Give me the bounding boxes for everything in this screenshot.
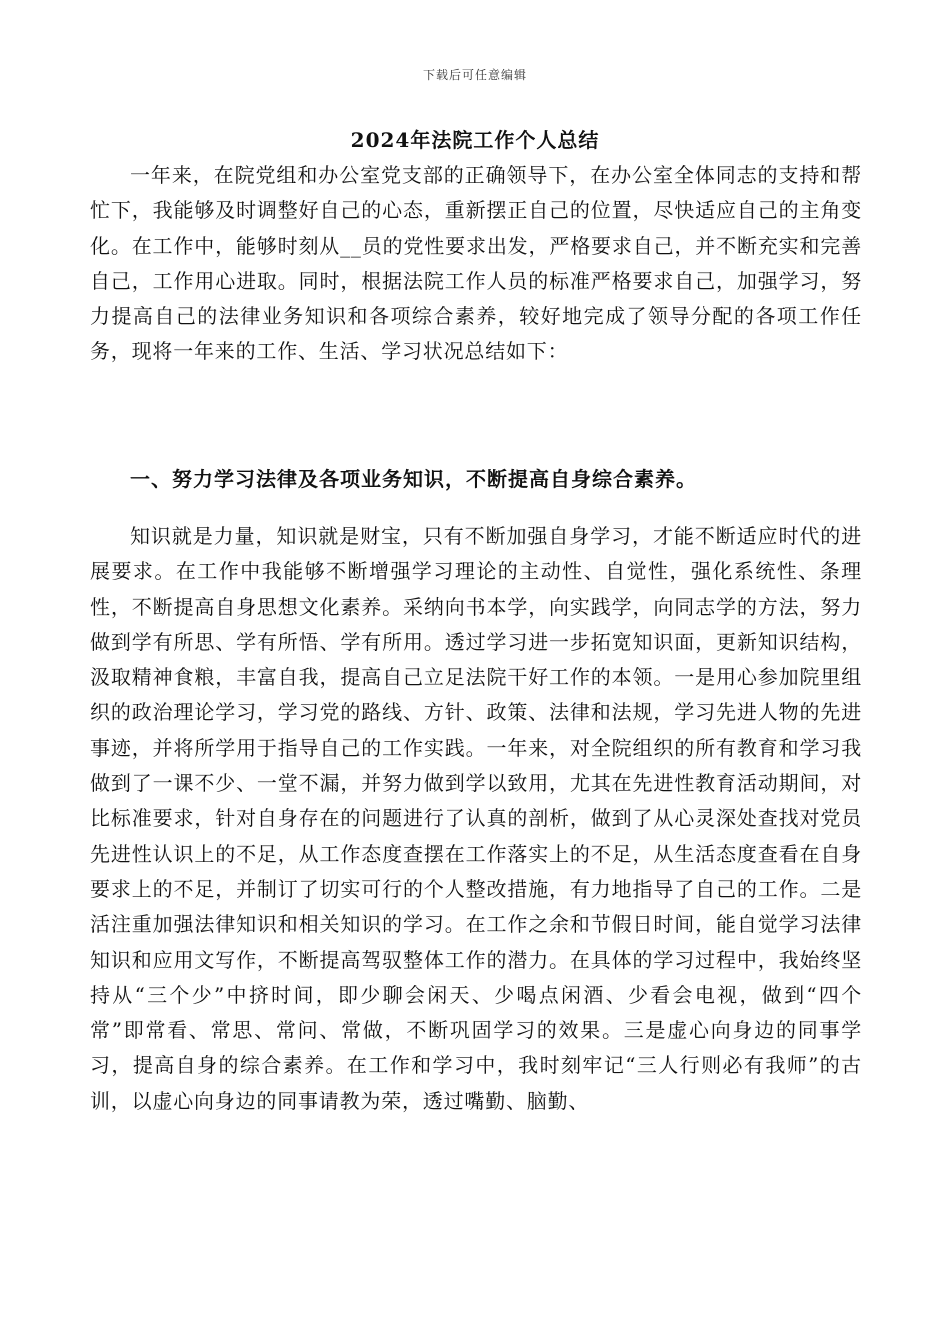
- intro-paragraph: 一年来，在院党组和办公室党支部的正确领导下，在办公室全体同志的支持和帮忙下，我能够及时调整好自己的心态，重新摆正自己的位置，尽快适应自己的主角变化。在工作中，能够时刻从__员的党性要求出发，严格要求自己，并不断充实和完善自己，工作用心进取。同时，根据法院工作人员的标准严格要求自己，加强学习，努力提高自己的法律业务知识和各项综合素养，较好地完成了领导分配的各项工作任务，现将一年来的工作、生活、学习状况总结如下：: [90, 163, 862, 364]
- header-note: 下载后可任意编辑: [422, 68, 527, 82]
- document-title: 2024年法院工作个人总结: [350, 128, 600, 152]
- section-paragraph: 知识就是力量，知识就是财宝，只有不断加强自身学习，才能不断适应时代的进展要求。在工作中我能够不断增强学习理论的主动性、自觉性，强化系统性、条理性，不断提高自身思想文化素养。采纳向书本学，向实践学，向同志学的方法，努力做到学有所思、学有所悟、学有所用。透过学习进一步拓宽知识面，更新知识结构，汲取精神食粮，丰富自我，提高自己立足法院干好工作的本领。一是用心参加院里组织的政治理论学习，学习党的路线、方针、政策、法律和法规，学习先进人物的先进事迹，并将所学用于指导自己的工作实践。一年来，对全院组织的所有教育和学习我做到了一课不少、一堂不漏，并努力做到学以致用，尤其在先进性教育活动期间，对比标准要求，针对自身存在的问题进行了认真的剖析，做到了从心灵深处查找对党员先进性认识上的不足，从工作态度查摆在工作落实上的不足，从生活态度查看在自身要求上的不足，并制订了切实可行的个人整改措施，有力地指导了自己的工作。二是活注重加强法律知识和相关知识的学习。在工作之余和节假日时间，能自觉学习法律知识和应用文写作，不断提高驾驭整体工作的潜力。在具体的学习过程中，我始终坚持从“三个少”中挤时间，即少聊会闲天、少喝点闲酒、少看会电视，做到“四个常”即常看、常思、常问、常做，不断巩固学习的效果。三是虚心向身边的同事学习，提高自身的综合素养。在工作和学习中，我时刻牢记“三人行则必有我师”的古训，以虚心向身边的同事请教为荣，透过嘴勤、脑勤、: [90, 524, 862, 1113]
- section-heading: 一、努力学习法律及各项业务知识，不断提高自身综合素养。: [130, 467, 697, 491]
